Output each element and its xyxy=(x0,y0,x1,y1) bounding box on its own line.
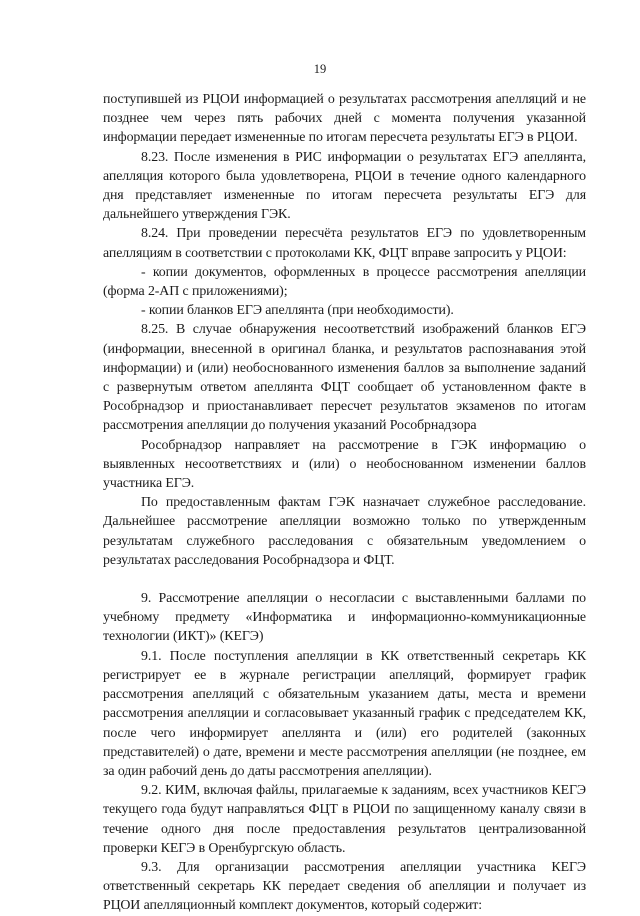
paragraph: По предоставленным фактам ГЭК назначает служебное расследование. Дальнейшее рассмотрение апелляции возможно только по утвержденным результатам служебного расследования с обязательным уведомлением о результатах расследования Рособрнадзора и ФЦТ. xyxy=(103,495,586,568)
paragraph: 9. Рассмотрение апелляции о несогласии с выставленными баллами по учебному предмету «Информатика и информационно-коммуникационные технологии (ИКТ)» (КЕГЭ) xyxy=(103,591,586,645)
paragraph: 8.24. При проведении пересчёта результатов ЕГЭ по удовлетворенным апелляциям в соответствии с протоколами КК, ФЦТ вправе запросить у РЦОИ: xyxy=(103,226,586,261)
paragraph: 8.23. После изменения в РИС информации о результатах ЕГЭ апеллянта, апелляция которого была удовлетворена, РЦОИ в течение одного календарного дня представляет измененные по итогам пересчета результаты ЕГЭ для дальнейшего утверждения ГЭК. xyxy=(103,149,586,223)
paragraph: 9.1. После поступления апелляции в КК ответственный секретарь КК регистрирует ее в журнале регистрации апелляций, формирует график рассмотрения апелляций с обязательным указанием даты, места и времени рассмотрения апелляции и согласовывает указанный график с председателем КК, после чего информирует апеллянта и (или) его родителей (законных представителей) о дате, времени и месте рассмотрения апелляции (не позднее, ем за один рабочий день до даты рассмотрения апелляции). xyxy=(103,648,586,779)
paragraph: Рособрнадзор направляет на рассмотрение в ГЭК информацию о выявленных несоответствиях и (или) о необоснованном изменении баллов участника ЕГЭ. xyxy=(103,437,586,492)
paragraph: 8.25. В случае обнаружения несоответствий изображений бланков ЕГЭ (информации, внесенной в оригинал бланка, и результатов распознавания этой информации) и (или) необоснованного изменения баллов за выполнение заданий с развернутым ответом апеллянта ФЦТ сообщает об установленном факте в Рособрнадзор и приостанавливает пересчет результатов экзаменов по итогам рассмотрения апелляции до получения указаний Рособрнадзора xyxy=(103,322,586,434)
paragraph: 9.2. КИМ, включая файлы, прилагаемые к заданиям, всех участников КЕГЭ текущего года будут направляться ФЦТ в РЦОИ по защищенному каналу связи в течение одного дня после предоставления результатов централизованной проверки КЕГЭ в Оренбургскую область. xyxy=(103,783,586,856)
document-body xyxy=(103,90,586,916)
paragraph: поступившей из РЦОИ информацией о результатах рассмотрения апелляций и не позднее чем через пять рабочих дней с момента получения указанной информации передает измененные по итогам пересчета результаты ЕГЭ в РЦОИ. xyxy=(103,92,586,146)
page-number: 19 xyxy=(313,62,327,76)
paragraph: 9.3. Для организации рассмотрения апелляции участника КЕГЭ ответственный секретарь КК передает сведения об апелляции и получает из РЦОИ апелляционный комплект документов, который содержит: xyxy=(103,859,586,914)
paragraph: - копии документов, оформленных в процессе рассмотрения апелляции (форма 2-АП с приложениями); xyxy=(103,264,586,300)
paragraph: - копии бланков ЕГЭ апеллянта (при необходимости). xyxy=(141,303,454,319)
